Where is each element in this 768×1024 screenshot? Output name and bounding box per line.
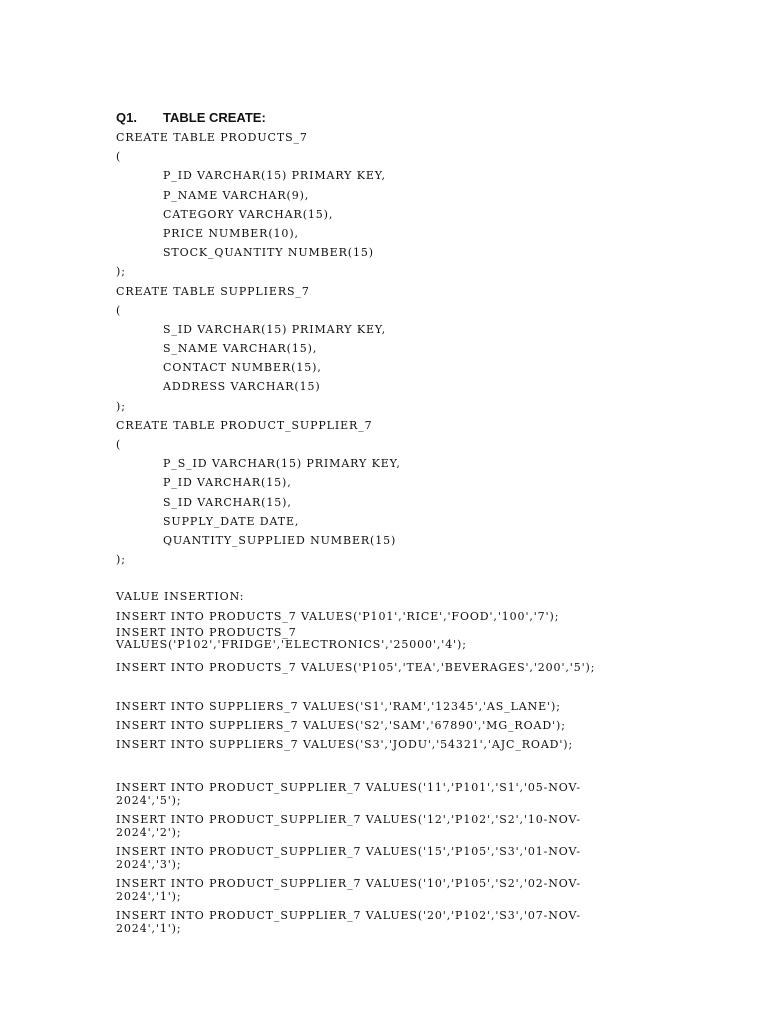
value-insertion-title: VALUE INSERTION:: [116, 590, 245, 604]
question-title: TABLE CREATE:: [163, 110, 266, 125]
create-suppliers-statement: CREATE TABLE SUPPLIERS_7: [116, 284, 310, 298]
column-definition: P_S_ID VARCHAR(15) PRIMARY KEY,: [163, 457, 401, 471]
column-definition: PRICE NUMBER(10),: [163, 226, 299, 240]
column-definition: CONTACT NUMBER(15),: [163, 361, 322, 375]
question-heading: [116, 108, 636, 128]
insert-supplier-statement: INSERT INTO SUPPLIERS_7 VALUES('S1','RAM','12345','AS_LANE');: [116, 699, 561, 713]
column-definition: ADDRESS VARCHAR(15): [163, 380, 321, 394]
insert-supplier-statement: INSERT INTO SUPPLIERS_7 VALUES('S3','JODU','54321','AJC_ROAD');: [116, 738, 574, 752]
open-paren: (: [116, 303, 122, 317]
open-paren: (: [116, 438, 122, 451]
column-definition: P_ID VARCHAR(15),: [163, 476, 292, 490]
close-paren: );: [116, 553, 126, 567]
column-definition: CATEGORY VARCHAR(15),: [163, 207, 334, 221]
insert-product-supplier-statement: INSERT INTO PRODUCT_SUPPLIER_7 VALUES('10','P105','S2','02-NOV-2024','1');: [116, 877, 581, 903]
insert-product-supplier-statement: INSERT INTO PRODUCT_SUPPLIER_7 VALUES('15','P105','S3','01-NOV-2024','3');: [116, 845, 581, 871]
insert-product-statement: INSERT INTO PRODUCTS_7 VALUES('P105','TEA','BEVERAGES','200','5');: [116, 660, 596, 674]
close-paren: );: [116, 399, 126, 413]
document-content: [116, 108, 636, 941]
question-number: Q1.: [116, 110, 137, 125]
insert-product-supplier-statement: INSERT INTO PRODUCT_SUPPLIER_7 VALUES('11','P101','S1','05-NOV-2024','5');: [116, 781, 581, 807]
insert-product-supplier-statement: INSERT INTO PRODUCT_SUPPLIER_7 VALUES('12','P102','S2','10-NOV-2024','2');: [116, 813, 581, 839]
create-products-statement: CREATE TABLE PRODUCTS_7: [116, 131, 308, 144]
open-paren: (: [116, 150, 122, 164]
column-definition: QUANTITY_SUPPLIED NUMBER(15): [163, 533, 397, 547]
section-gap: [116, 754, 636, 781]
column-definition: SUPPLY_DATE DATE,: [163, 514, 300, 528]
insert-product-statement: INSERT INTO PRODUCTS_7 VALUES('P102','FRIDGE','ELECTRONICS','25000','4');: [116, 625, 467, 652]
column-definition: P_NAME VARCHAR(9),: [163, 188, 310, 202]
column-definition: P_ID VARCHAR(15) PRIMARY KEY,: [163, 169, 386, 183]
column-definition: S_ID VARCHAR(15),: [163, 495, 292, 509]
column-definition: STOCK_QUANTITY NUMBER(15): [163, 246, 374, 260]
section-gap: [116, 569, 636, 587]
insert-supplier-statement: INSERT INTO SUPPLIERS_7 VALUES('S2','SAM','67890','MG_ROAD');: [116, 719, 566, 733]
insert-product-supplier-statement: INSERT INTO PRODUCT_SUPPLIER_7 VALUES('20','P102','S3','07-NOV-2024','1');: [116, 909, 581, 935]
section-gap: [116, 677, 636, 697]
close-paren: );: [116, 265, 126, 279]
column-definition: S_ID VARCHAR(15) PRIMARY KEY,: [163, 322, 387, 336]
create-product-supplier-statement: CREATE TABLE PRODUCT_SUPPLIER_7: [116, 418, 373, 432]
insert-product-statement: INSERT INTO PRODUCTS_7 VALUES('P101','RICE','FOOD','100','7');: [116, 609, 560, 623]
column-definition: S_NAME VARCHAR(15),: [163, 342, 318, 356]
